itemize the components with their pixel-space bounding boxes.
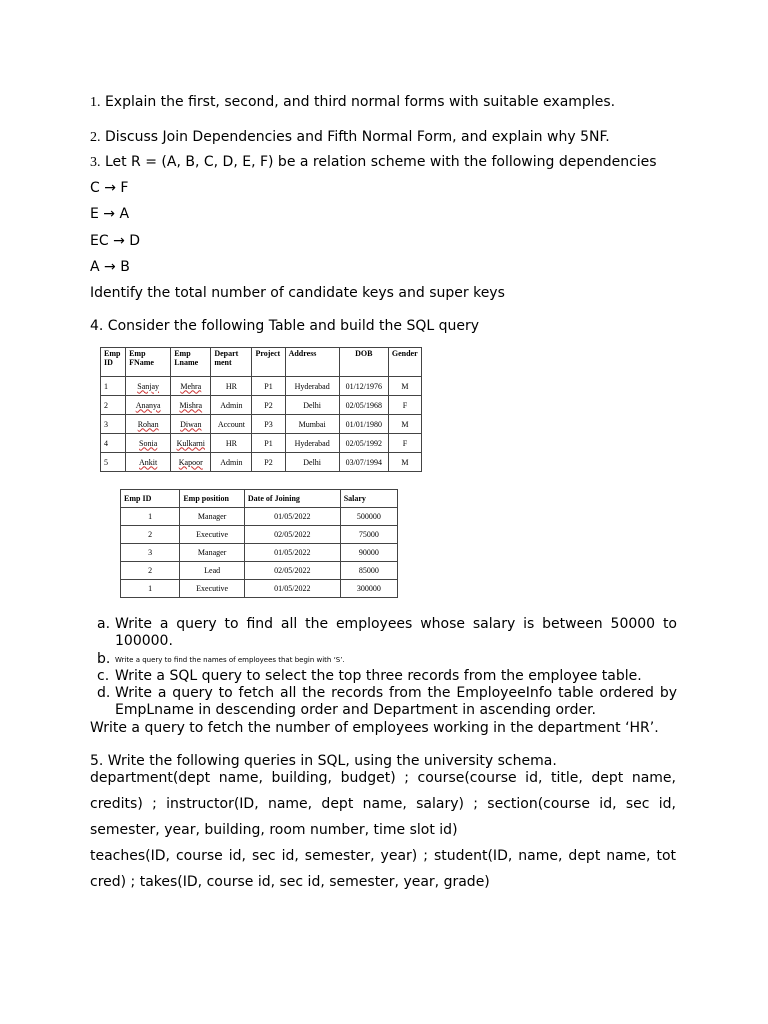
header-cell: Emp position	[180, 490, 245, 508]
table-cell: P2	[252, 453, 285, 472]
question-3-prompt: Identify the total number of candidate keys and super keys	[90, 285, 505, 301]
table-cell: 300000	[340, 580, 397, 598]
table-cell: Diwan	[171, 415, 211, 434]
table-cell: Lead	[180, 562, 245, 580]
question-4-extra: Write a query to fetch the number of employees working in the department ‘HR’.	[90, 720, 659, 736]
question-2	[90, 128, 610, 147]
table-cell: HR	[211, 377, 252, 396]
dependency-2: E → A	[90, 206, 130, 222]
table-cell: 3	[101, 415, 126, 434]
header-cell: Date of Joining	[244, 490, 340, 508]
table-cell: Admin	[211, 453, 252, 472]
header-cell: Depart ment	[211, 348, 252, 377]
table-cell: Sanjay	[126, 377, 171, 396]
header-cell: Address	[285, 348, 339, 377]
table-cell: 01/05/2022	[244, 544, 340, 562]
table-cell: 2	[101, 396, 126, 415]
position-table-header	[121, 490, 398, 508]
table-cell: 2	[121, 562, 180, 580]
part-d-text: Write a query to fetch all the records from the EmployeeInfo table ordered by EmpLname in descending order and Department in ascending order.	[115, 685, 677, 718]
header-cell: Salary	[340, 490, 397, 508]
question-1-number: 1.	[90, 95, 101, 110]
table-row	[101, 396, 422, 415]
part-c-text: Write a SQL query to select the top three records from the employee table.	[115, 668, 642, 684]
table-cell: 4	[101, 434, 126, 453]
table-cell: 02/05/1968	[339, 396, 388, 415]
table-cell: Hyderabad	[285, 377, 339, 396]
table-cell: M	[388, 377, 421, 396]
question-4-heading: 4. Consider the following Table and build the SQL query	[90, 318, 480, 334]
part-c-marker: c.	[97, 668, 110, 684]
question-2-text: Discuss Join Dependencies and Fifth Normal Form, and explain why 5NF.	[104, 129, 610, 145]
header-cell: Emp ID	[101, 348, 126, 377]
table-cell: F	[388, 434, 421, 453]
header-cell: Emp ID	[121, 490, 180, 508]
table-cell: P1	[252, 377, 285, 396]
table-cell: P3	[252, 415, 285, 434]
table-cell: 90000	[340, 544, 397, 562]
table-cell: Sonia	[126, 434, 171, 453]
schema-part-2: teaches(ID, course id, sec id, semester, year) ; student(ID, name, dept name, tot cred) ; takes(ID, course id, sec id, semester, year, grade)	[90, 848, 676, 890]
table-cell: 02/05/2022	[244, 562, 340, 580]
table-row	[121, 562, 398, 580]
part-d-marker: d.	[97, 685, 111, 701]
table-row	[121, 544, 398, 562]
table-cell: 1	[101, 377, 126, 396]
question-5-heading: 5. Write the following queries in SQL, using the university schema.	[90, 753, 557, 769]
dependency-4: A → B	[90, 259, 130, 275]
header-cell: DOB	[339, 348, 388, 377]
table-cell: Rohan	[126, 415, 171, 434]
employee-table-header	[101, 348, 422, 377]
table-cell: Kapoor	[171, 453, 211, 472]
part-a	[97, 616, 677, 650]
header-cell: Emp Lname	[171, 348, 211, 377]
table-cell: Hyderabad	[285, 434, 339, 453]
question-1	[90, 93, 615, 112]
dependency-1: C → F	[90, 180, 129, 196]
table-cell: P1	[252, 434, 285, 453]
table-cell: 02/05/1992	[339, 434, 388, 453]
schema-part-1: department(dept name, building, budget) ; course(course id, title, dept name, credits) ; instructor(ID, name, dept name, salary) ; section(course id, sec id, semester, year, building, room number, time slot id)	[90, 770, 676, 838]
employee-table	[100, 347, 422, 472]
table-cell: 01/01/1980	[339, 415, 388, 434]
table-cell: Manager	[180, 508, 245, 526]
table-cell: 2	[121, 526, 180, 544]
table-cell: Kulkarni	[171, 434, 211, 453]
table-cell: 01/05/2022	[244, 508, 340, 526]
table-cell: Delhi	[285, 396, 339, 415]
table-cell: Delhi	[285, 453, 339, 472]
table-cell: 500000	[340, 508, 397, 526]
table-cell: Mumbai	[285, 415, 339, 434]
table-cell: Mehra	[171, 377, 211, 396]
table-cell: 5	[101, 453, 126, 472]
table-cell: M	[388, 453, 421, 472]
question-3-number: 3.	[90, 155, 101, 170]
part-a-marker: a.	[97, 616, 111, 632]
header-cell: Emp FName	[126, 348, 171, 377]
question-3	[90, 153, 657, 172]
table-cell: 01/05/2022	[244, 580, 340, 598]
table-cell: 75000	[340, 526, 397, 544]
part-d	[97, 685, 677, 719]
part-b-text: Write a query to find the names of employees that begin with ‘S’.	[115, 656, 345, 664]
table-cell: 85000	[340, 562, 397, 580]
table-cell: Executive	[180, 526, 245, 544]
table-cell: 1	[121, 580, 180, 598]
part-a-text: Write a query to find all the employees whose salary is between 50000 to 100000.	[115, 616, 677, 649]
part-c	[97, 668, 677, 685]
table-cell: Ankit	[126, 453, 171, 472]
question-1-text: Explain the first, second, and third normal forms with suitable examples.	[104, 94, 616, 110]
table-cell: Manager	[180, 544, 245, 562]
table-cell: Executive	[180, 580, 245, 598]
part-b-marker: b.	[97, 651, 111, 667]
part-b	[97, 651, 677, 666]
table-row	[101, 453, 422, 472]
question-3-text: Let R = (A, B, C, D, E, F) be a relation scheme with the following dependencies	[104, 154, 657, 170]
table-cell: HR	[211, 434, 252, 453]
table-row	[101, 415, 422, 434]
table-cell: P2	[252, 396, 285, 415]
header-cell: Project	[252, 348, 285, 377]
table-cell: 01/12/1976	[339, 377, 388, 396]
question-2-number: 2.	[90, 130, 101, 145]
header-cell: Gender	[388, 348, 421, 377]
table-row	[101, 377, 422, 396]
table-cell: Ananya	[126, 396, 171, 415]
table-cell: 02/05/2022	[244, 526, 340, 544]
table-cell: Account	[211, 415, 252, 434]
dependency-3: EC → D	[90, 233, 141, 249]
table-row	[121, 508, 398, 526]
table-row	[121, 526, 398, 544]
table-cell: F	[388, 396, 421, 415]
table-row	[121, 580, 398, 598]
table-cell: M	[388, 415, 421, 434]
table-cell: 1	[121, 508, 180, 526]
table-cell: 3	[121, 544, 180, 562]
table-row	[101, 434, 422, 453]
table-cell: 03/07/1994	[339, 453, 388, 472]
table-cell: Admin	[211, 396, 252, 415]
table-cell: Mishra	[171, 396, 211, 415]
position-table	[120, 489, 398, 598]
